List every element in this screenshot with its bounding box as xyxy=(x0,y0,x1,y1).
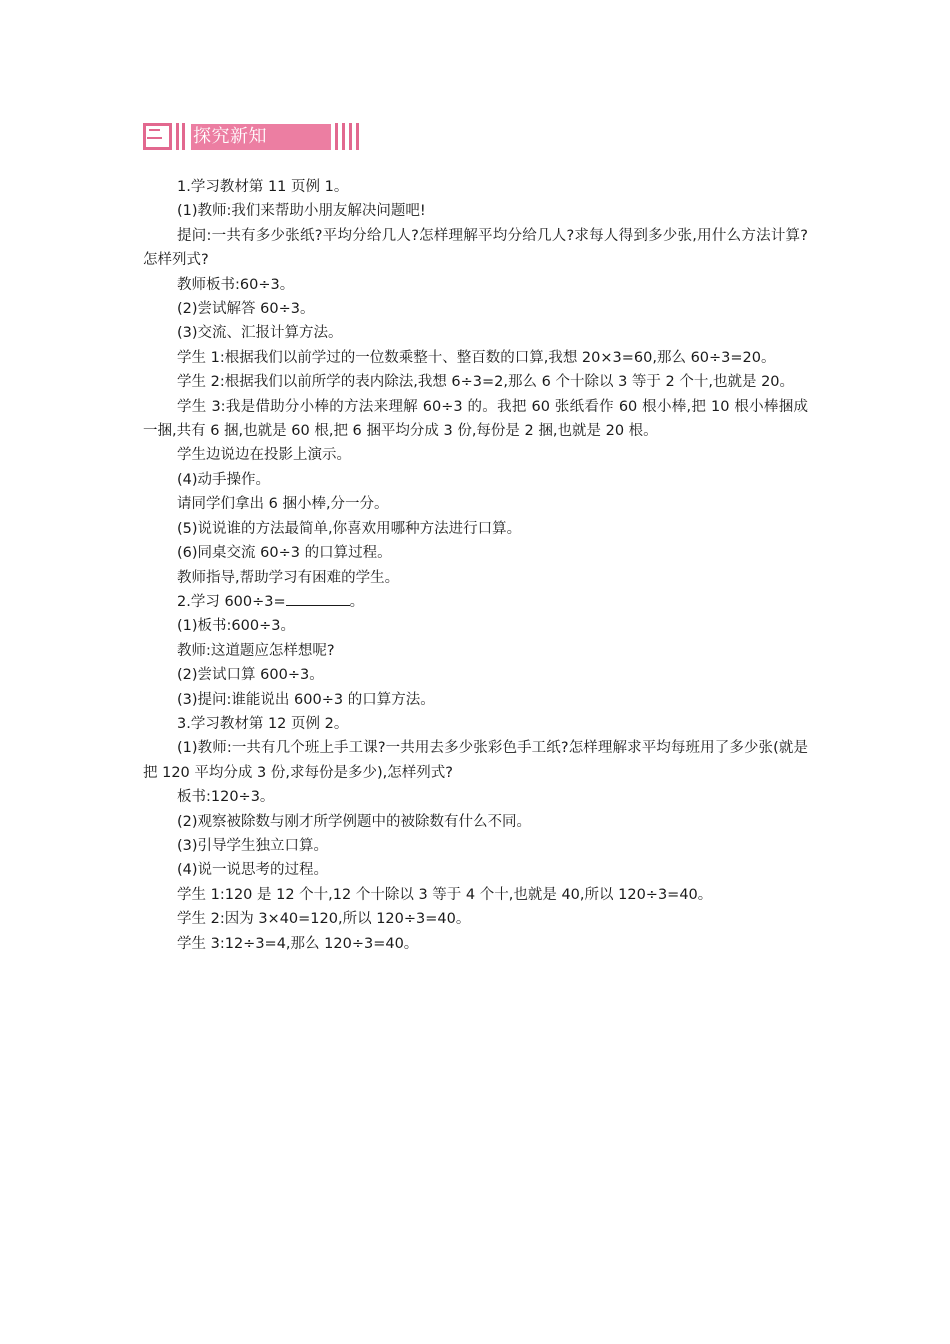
paragraph: (4)动手操作。 xyxy=(177,471,271,488)
paragraph: 提问:一共有多少张纸?平均分给几人?怎样理解平均分给几人?求每人得到多少张,用什么方法计算?怎样列式? xyxy=(143,227,808,269)
blank-suffix: 。 xyxy=(349,593,365,610)
paragraph: 教师:这道题应怎样想呢? xyxy=(177,642,335,659)
paragraph: (3)引导学生独立口算。 xyxy=(177,837,329,854)
paragraph: 请同学们拿出 6 捆小棒,分一分。 xyxy=(177,496,389,513)
paragraph: 教师指导,帮助学习有困难的学生。 xyxy=(177,569,400,586)
paragraph: 1.学习教材第 11 页例 1。 xyxy=(177,179,349,195)
header-stripe xyxy=(356,123,359,150)
paragraph: 学生 2:因为 3×40=120,所以 120÷3=40。 xyxy=(177,911,471,928)
section-title: 探究新知 xyxy=(191,124,331,150)
paragraph: 学生 1:根据我们以前学过的一位数乘整十、整百数的口算,我想 20×3=60,那么 60÷3=20。 xyxy=(177,349,776,366)
lesson-content xyxy=(143,175,808,956)
paragraph: (2)尝试口算 600÷3。 xyxy=(177,667,324,684)
paragraph: 教师板书:60÷3。 xyxy=(177,276,295,293)
header-stripe xyxy=(176,123,179,150)
fill-in-blank-paragraph xyxy=(143,590,808,614)
paragraph: 学生 3:12÷3=4,那么 120÷3=40。 xyxy=(177,935,419,952)
paragraph: (6)同桌交流 60÷3 的口算过程。 xyxy=(177,545,392,562)
paragraph: (1)板书:600÷3。 xyxy=(177,618,295,635)
paragraph: (3)交流、汇报计算方法。 xyxy=(177,325,343,342)
paragraph: (2)尝试解答 60÷3。 xyxy=(177,301,315,318)
paragraph: 3.学习教材第 12 页例 2。 xyxy=(177,715,349,732)
paragraph: (1)教师:我们来帮助小朋友解决问题吧! xyxy=(177,203,426,220)
header-stripe xyxy=(182,123,185,150)
header-stripe xyxy=(335,123,338,150)
paragraph: (4)说一说思考的过程。 xyxy=(177,862,329,879)
paragraph: (5)说说谁的方法最简单,你喜欢用哪种方法进行口算。 xyxy=(177,520,522,537)
paragraph: 学生 2:根据我们以前所学的表内除法,我想 6÷3=2,那么 6 个十除以 3 等于 2 个十,也就是 20。 xyxy=(177,374,795,391)
paragraph: (2)观察被除数与刚才所学例题中的被除数有什么不同。 xyxy=(177,813,532,830)
paragraph: 板书:120÷3。 xyxy=(177,789,275,806)
section-header xyxy=(143,123,362,150)
header-stripe xyxy=(342,123,345,150)
paragraph: 学生边说边在投影上演示。 xyxy=(177,447,351,464)
paragraph: (3)提问:谁能说出 600÷3 的口算方法。 xyxy=(177,691,435,708)
blank-prefix: 2.学习 600÷3= xyxy=(177,593,286,610)
answer-blank xyxy=(286,590,350,606)
paragraph: 学生 3:我是借助分小棒的方法来理解 60÷3 的。我把 60 张纸看作 60 根小棒,把 10 根小棒捆成一捆,共有 6 捆,也就是 60 根,把 6 捆平均分成 3 份,每份是 2 捆,也就是 20 根。 xyxy=(143,398,808,440)
header-stripe xyxy=(349,123,352,150)
paragraph: (1)教师:一共有几个班上手工课?一共用去多少张彩色手工纸?怎样理解求平均每班用了多少张(就是把 120 平均分成 3 份,求每份是多少),怎样列式? xyxy=(143,740,808,781)
section-number-icon xyxy=(143,123,172,150)
paragraph: 学生 1:120 是 12 个十,12 个十除以 3 等于 4 个十,也就是 40,所以 120÷3=40。 xyxy=(177,886,713,903)
